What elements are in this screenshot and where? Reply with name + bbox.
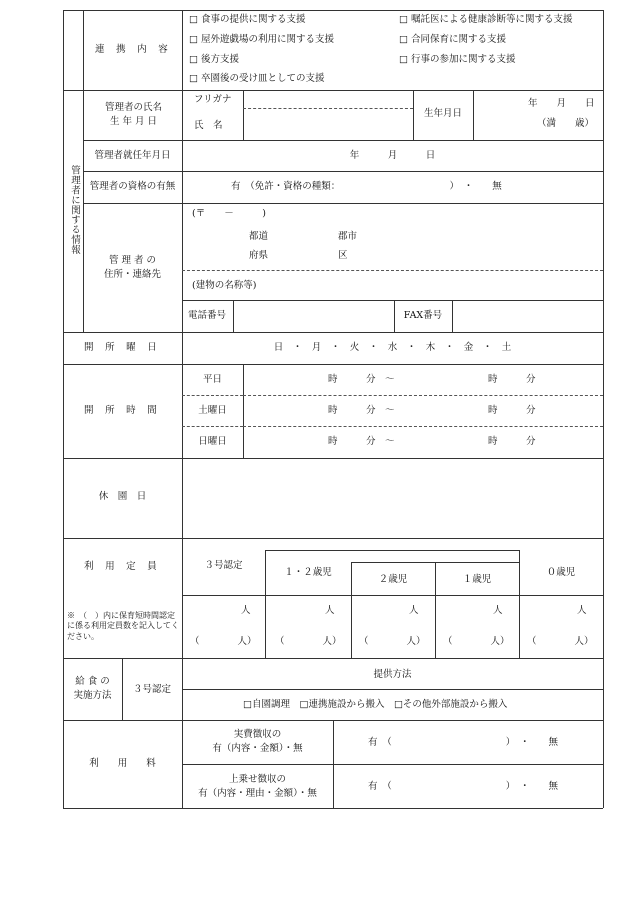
city-label: 郡市 [338, 231, 358, 242]
capacity-age1-short: （ 人） [443, 636, 510, 647]
rule [182, 689, 603, 690]
cooperation-item: □ 卒園後の受け皿としての支援 [189, 73, 325, 84]
capacity-age1-unit: 人 [493, 605, 503, 616]
age0-header: ０歳児 [546, 567, 576, 578]
rule [63, 364, 603, 365]
opening-hours-label: 開 所 時 間 [84, 405, 161, 416]
cooperation-item: □ 食事の提供に関する支援 [189, 14, 306, 25]
rule [182, 426, 243, 427]
meal-options: □自園調理 □連携施設から搬入 □その他外部施設から搬入 [243, 699, 508, 710]
rule [63, 808, 603, 809]
birth-date-label: 生年月日 [423, 108, 462, 119]
building-name: (建物の名称等) [192, 280, 257, 291]
rule [182, 10, 183, 90]
rule [243, 108, 413, 109]
manager-section-label: 管理者に関する情報 [69, 165, 80, 255]
capacity-age12-short: （ 人） [275, 636, 342, 647]
manager-name-label: 管理者の氏名 [104, 102, 162, 113]
age-value: （満 歳） [537, 118, 595, 129]
holidays-label: 休 園 日 [98, 491, 147, 502]
extra-charge-label-2: 有（内容・理由・金額）・無 [198, 788, 317, 799]
rule [182, 538, 183, 658]
sunday-start: 時 分 ～ [328, 436, 395, 447]
cooperation-label: 連 携 内 容 [95, 44, 172, 55]
rule [265, 550, 519, 551]
actual-cost-label-2: 有（内容・金額）・無 [212, 743, 303, 754]
capacity-age0-short: （ 人） [527, 636, 594, 647]
opening-days-label: 開 所 曜 日 [84, 342, 161, 353]
rule [243, 426, 603, 427]
meal-method-label: 提供方法 [373, 669, 412, 680]
cooperation-item: □ 嘱託医による健康診断等に関する支援 [399, 14, 573, 25]
appointed-label: 管理者就任年月日 [94, 150, 171, 161]
rule [83, 140, 603, 141]
furigana-label: フリガナ [194, 94, 232, 105]
rule [182, 595, 603, 596]
rule [182, 395, 243, 396]
opening-days-value: 日 ・ 月 ・ 火 ・ 水 ・ 木 ・ 金 ・ 土 [273, 342, 512, 353]
rule [83, 10, 84, 90]
birth-date-value: 年 月 日 [528, 98, 595, 109]
saturday-start: 時 分 ～ [328, 405, 395, 416]
rule [83, 171, 603, 172]
rule [182, 764, 603, 765]
rule [182, 458, 183, 538]
weekday-start: 時 分 ～ [328, 374, 395, 385]
actual-cost-value: 有 （ ） ・ 無 [368, 737, 559, 748]
rule [63, 332, 603, 333]
rule [182, 270, 603, 271]
rule [603, 10, 604, 808]
name-label: 氏 名 [194, 120, 223, 131]
facility-form [63, 10, 603, 808]
cooperation-item: □ 行事の参加に関する支援 [399, 54, 516, 65]
cooperation-item: □ 屋外遊戯場の利用に関する支援 [189, 34, 334, 45]
actual-cost-label: 実費徴収の [233, 729, 282, 740]
age2-header: ２歳児 [378, 574, 408, 585]
qualification-value: 有 （免許・資格の種類： ） ・ 無 [231, 181, 502, 192]
phone-label: 電話番号 [188, 310, 227, 321]
rule [182, 90, 183, 332]
postal-code: (〒 － ) [192, 208, 266, 219]
weekday-label: 平日 [202, 374, 222, 385]
capacity-cert3-short: （ 人） [190, 636, 257, 647]
capacity-age0-unit: 人 [577, 605, 587, 616]
manager-birth-label: 生 年 月 日 [109, 116, 158, 127]
contact-label: 住所・連絡先 [103, 269, 161, 280]
sunday-end: 時 分 [488, 436, 536, 447]
age1-header: １歳児 [462, 574, 492, 585]
rule [243, 364, 244, 458]
capacity-age2-short: （ 人） [359, 636, 426, 647]
rule [63, 90, 603, 91]
extra-charge-value: 有 （ ） ・ 無 [368, 781, 559, 792]
rule [473, 90, 474, 140]
rule [182, 300, 603, 301]
meal-label: 給 食 の [75, 676, 110, 687]
capacity-note: ※ （ ）内に保育短時間認定に係る利用定員数を記入してください。 [67, 611, 179, 641]
saturday-end: 時 分 [488, 405, 536, 416]
cert3-header: ３号認定 [204, 560, 243, 571]
age12-header: １・２歳児 [284, 567, 332, 578]
rule [83, 203, 603, 204]
extra-charge-label: 上乗せ徴収の [228, 774, 286, 785]
cooperation-item: □ 合同保育に関する支援 [399, 34, 506, 45]
rule [63, 458, 603, 459]
prefecture-label: 都道 [249, 231, 269, 242]
rule [243, 90, 244, 140]
rule [233, 300, 234, 332]
meal-cert3: ３号認定 [132, 684, 171, 695]
rule [63, 10, 603, 11]
sunday-label: 日曜日 [198, 436, 227, 447]
meal-label-2: 実施方法 [73, 690, 112, 701]
cooperation-item: □ 後方支援 [189, 54, 239, 65]
capacity-cert3-unit: 人 [241, 605, 251, 616]
rule [63, 538, 603, 539]
rule [83, 90, 84, 332]
qualification-label: 管理者の資格の有無 [89, 181, 176, 192]
fax-label: FAX番号 [403, 310, 443, 321]
prefecture-label: 府県 [249, 250, 269, 261]
rule [63, 658, 603, 659]
fees-label: 利 用 料 [89, 758, 156, 769]
weekday-end: 時 分 [488, 374, 536, 385]
saturday-label: 土曜日 [198, 405, 227, 416]
rule [452, 300, 453, 332]
appointed-value: 年 月 日 [349, 150, 436, 161]
capacity-age12-unit: 人 [325, 605, 335, 616]
capacity-label: 利 用 定 員 [84, 561, 161, 572]
address-label: 管 理 者 の [108, 255, 157, 266]
capacity-age2-unit: 人 [409, 605, 419, 616]
ward-label: 区 [338, 250, 348, 261]
rule [243, 395, 603, 396]
